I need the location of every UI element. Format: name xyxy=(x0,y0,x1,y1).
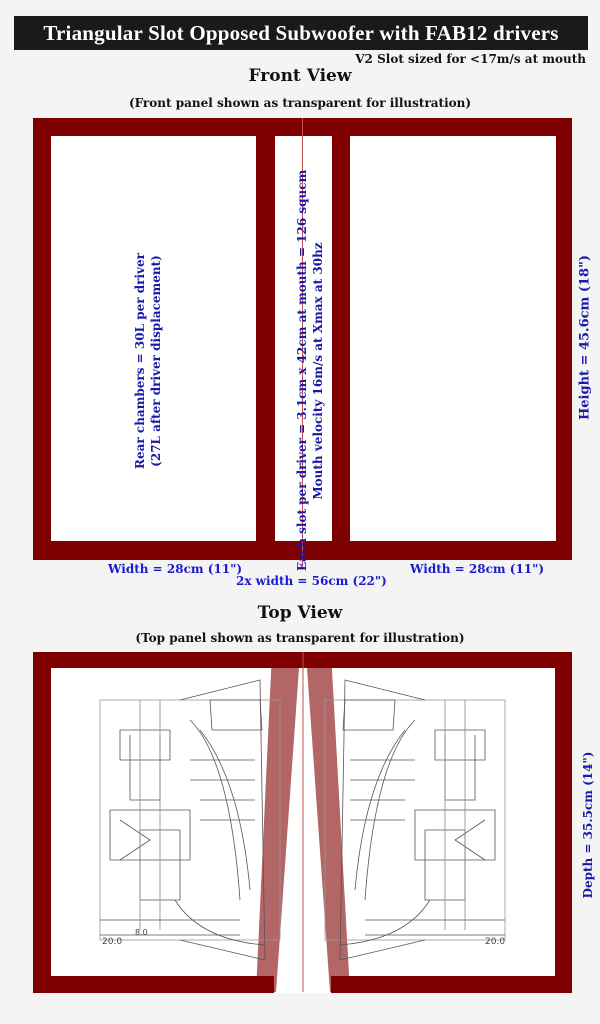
right-driver-drawing xyxy=(325,680,505,960)
front-view-note: (Front panel shown as transparent for illustration) xyxy=(128,96,472,110)
drawing-label-right: 20.0 xyxy=(485,937,506,947)
drawing-label-left: 20.0 xyxy=(102,937,123,947)
page-title: Triangular Slot Opposed Subwoofer with FAB12 drivers xyxy=(14,16,588,50)
width-right-dimension: Width = 28cm (11") xyxy=(410,562,545,576)
depth-dimension: Depth = 35.5cm (14") xyxy=(581,751,595,899)
slot-velocity-line: Mouth velocity 16m/s at Xmax at 30hz xyxy=(311,242,325,500)
width-left-dimension: Width = 28cm (11") xyxy=(108,562,243,576)
width-total-dimension: 2x width = 56cm (22") xyxy=(236,574,387,588)
left-driver-drawing xyxy=(100,680,280,960)
drawing-label-small-left: 8.0 xyxy=(135,928,148,937)
front-view-heading: Front View xyxy=(248,66,352,86)
rear-chamber-line1: Rear chambers = 30L per driver xyxy=(133,253,147,469)
height-dimension: Height = 45.6cm (18") xyxy=(577,255,593,421)
slot-size-line1: Each slot per driver = 3.1cm x 42cm at mouth = 126 squcm xyxy=(295,169,309,571)
right-slot-baffle xyxy=(305,652,350,992)
version-subtitle: V2 Slot sized for <17m/s at mouth xyxy=(355,52,586,66)
rear-chamber-line2: (27L after driver displacement) xyxy=(149,255,163,467)
top-view-note: (Top panel shown as transparent for illustration) xyxy=(135,631,465,645)
top-view-heading: Top View xyxy=(257,603,343,623)
